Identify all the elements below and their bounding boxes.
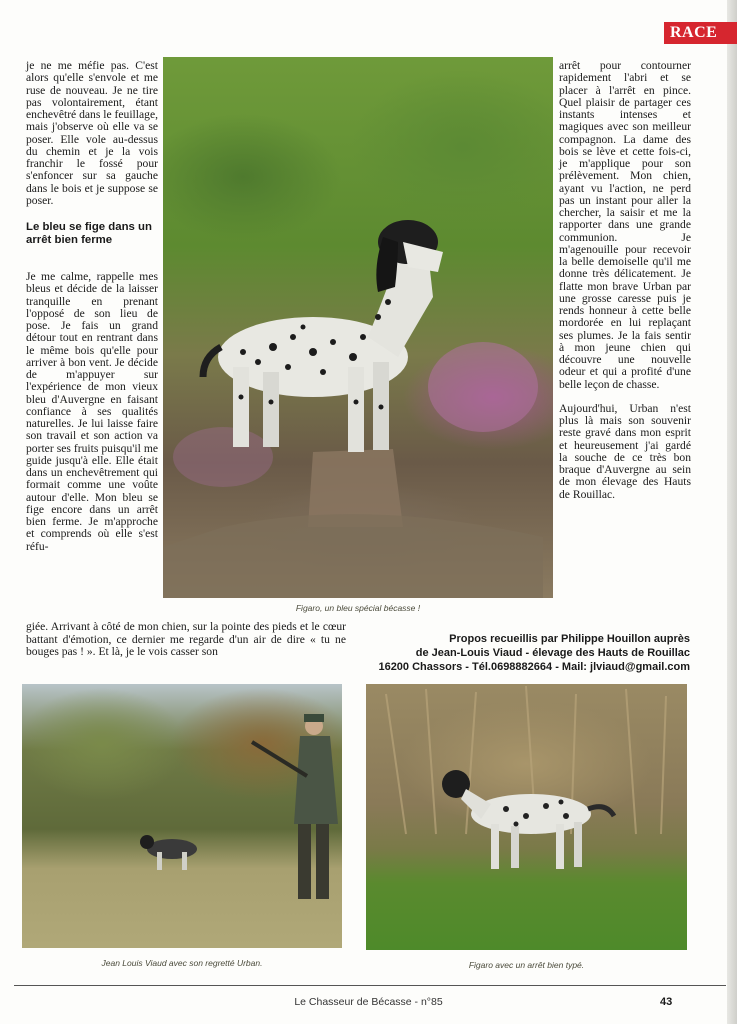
credits-line-1: Propos recueillis par Philippe Houillon auprès	[449, 633, 690, 645]
dog-photo-caption: Figaro avec un arrêt bien typé.	[468, 960, 585, 970]
page-number: 43	[660, 996, 673, 1008]
credits-line-2: de Jean-Louis Viaud - élevage des Hauts de Rouillac	[415, 647, 690, 659]
right-paragraph-2: Aujourd'hui, Urban n'est plus là mais son souvenir reste gravé dans mon esprit et heureusement j'ai gardé la souche de ce très bon braque d'Auvergne au sein de mon élevage des Hauts de Rouillac.	[559, 401, 691, 501]
left-paragraph-1: je ne me méfie pas. C'est alors qu'elle s'envole et me ruse de nouveau. Je ne tire pas volontairement, étant enchevêtré dans le feuillage, mais j'observe où elle va se poser. Elle vole au-dessus du chemin et je la vois franchir le fossé pour s'enfoncer sur sa gauche dans le bois et je suppose se poser.	[26, 59, 158, 207]
left-column	[26, 60, 158, 553]
dog-on-point-photo	[366, 684, 687, 950]
right-column	[559, 60, 691, 501]
credits-block	[360, 632, 690, 674]
hunter-photo-caption: Jean Louis Viaud avec son regretté Urban.	[101, 958, 263, 968]
subheading: Le bleu se fige dans un arrêt bien ferme	[26, 221, 152, 246]
credits-line-3: 16200 Chassors - Tél.0698882664 - Mail: jlviaud@gmail.com	[378, 661, 690, 673]
right-paragraph-1: arrêt pour contourner rapidement l'abri et se placer à l'arrêt en pince. Quel plaisir de partager ces instants intenses et magiques avec son meilleur compagnon. La dame des bois se lève et cette fois-ci, je m'applique pour son prélèvement. Mon chien, ayant vu l'action, ne perd pas un instant pour aller la chercher, la saisir et me la rapporter dans une grande communion. Je m'agenouille pour recevoir la belle demoiselle qu'il me donne très délicatement. Je flatte mon brave Urban par une grosse caresse puis je rends honneur à cette belle mordorée en lui replaçant ses plumes. Je la fais sentir à mon jeune chien qui découvre une nouvelle odeur et qui a profité d'une belle leçon de chasse.	[559, 59, 691, 391]
hunter-photo	[22, 684, 342, 948]
page-edge-shadow	[727, 0, 737, 1024]
wide-text-continuation: giée. Arrivant à côté de mon chien, sur la pointe des pieds et le cœur battant d'émotion, ce dernier me regarde d'un air de dire « tu ne bouges pas ! ». Et là, je le vois casser son	[26, 620, 346, 659]
main-photo-caption: Figaro, un bleu spécial bécasse !	[295, 603, 421, 613]
section-tab: RACE	[664, 22, 737, 44]
left-paragraph-2: Je me calme, rappelle mes bleus et décide de la laisser tranquille en prenant l'opposé de son lieu de pose. Je fais un grand détour tout en rentrant dans le même bois qu'elle pour arriver à bon vent. Je décide de m'appuyer sur l'expérience de mon vieux bleu d'Auvergne en faisant confiance à ses qualités naturelles. Je lui laisse faire son travail et son action va porter ses fruits puisqu'il me guide jusqu'à elle. Elle était dans un enchevêtrement qui formait comme une voûte autour d'elle. Mon bleu se fige encore dans un arrêt bien ferme. Je m'approche et comprends où elle s'est réfu-	[26, 270, 158, 553]
hunter-illustration	[22, 684, 342, 948]
footer-magazine-title: Le Chasseur de Bécasse - n°85	[294, 996, 443, 1008]
dog-illustration	[163, 57, 553, 598]
main-photo-dog-standing	[163, 57, 553, 598]
footer-divider	[14, 985, 726, 986]
pointing-dog-illustration	[366, 684, 687, 950]
